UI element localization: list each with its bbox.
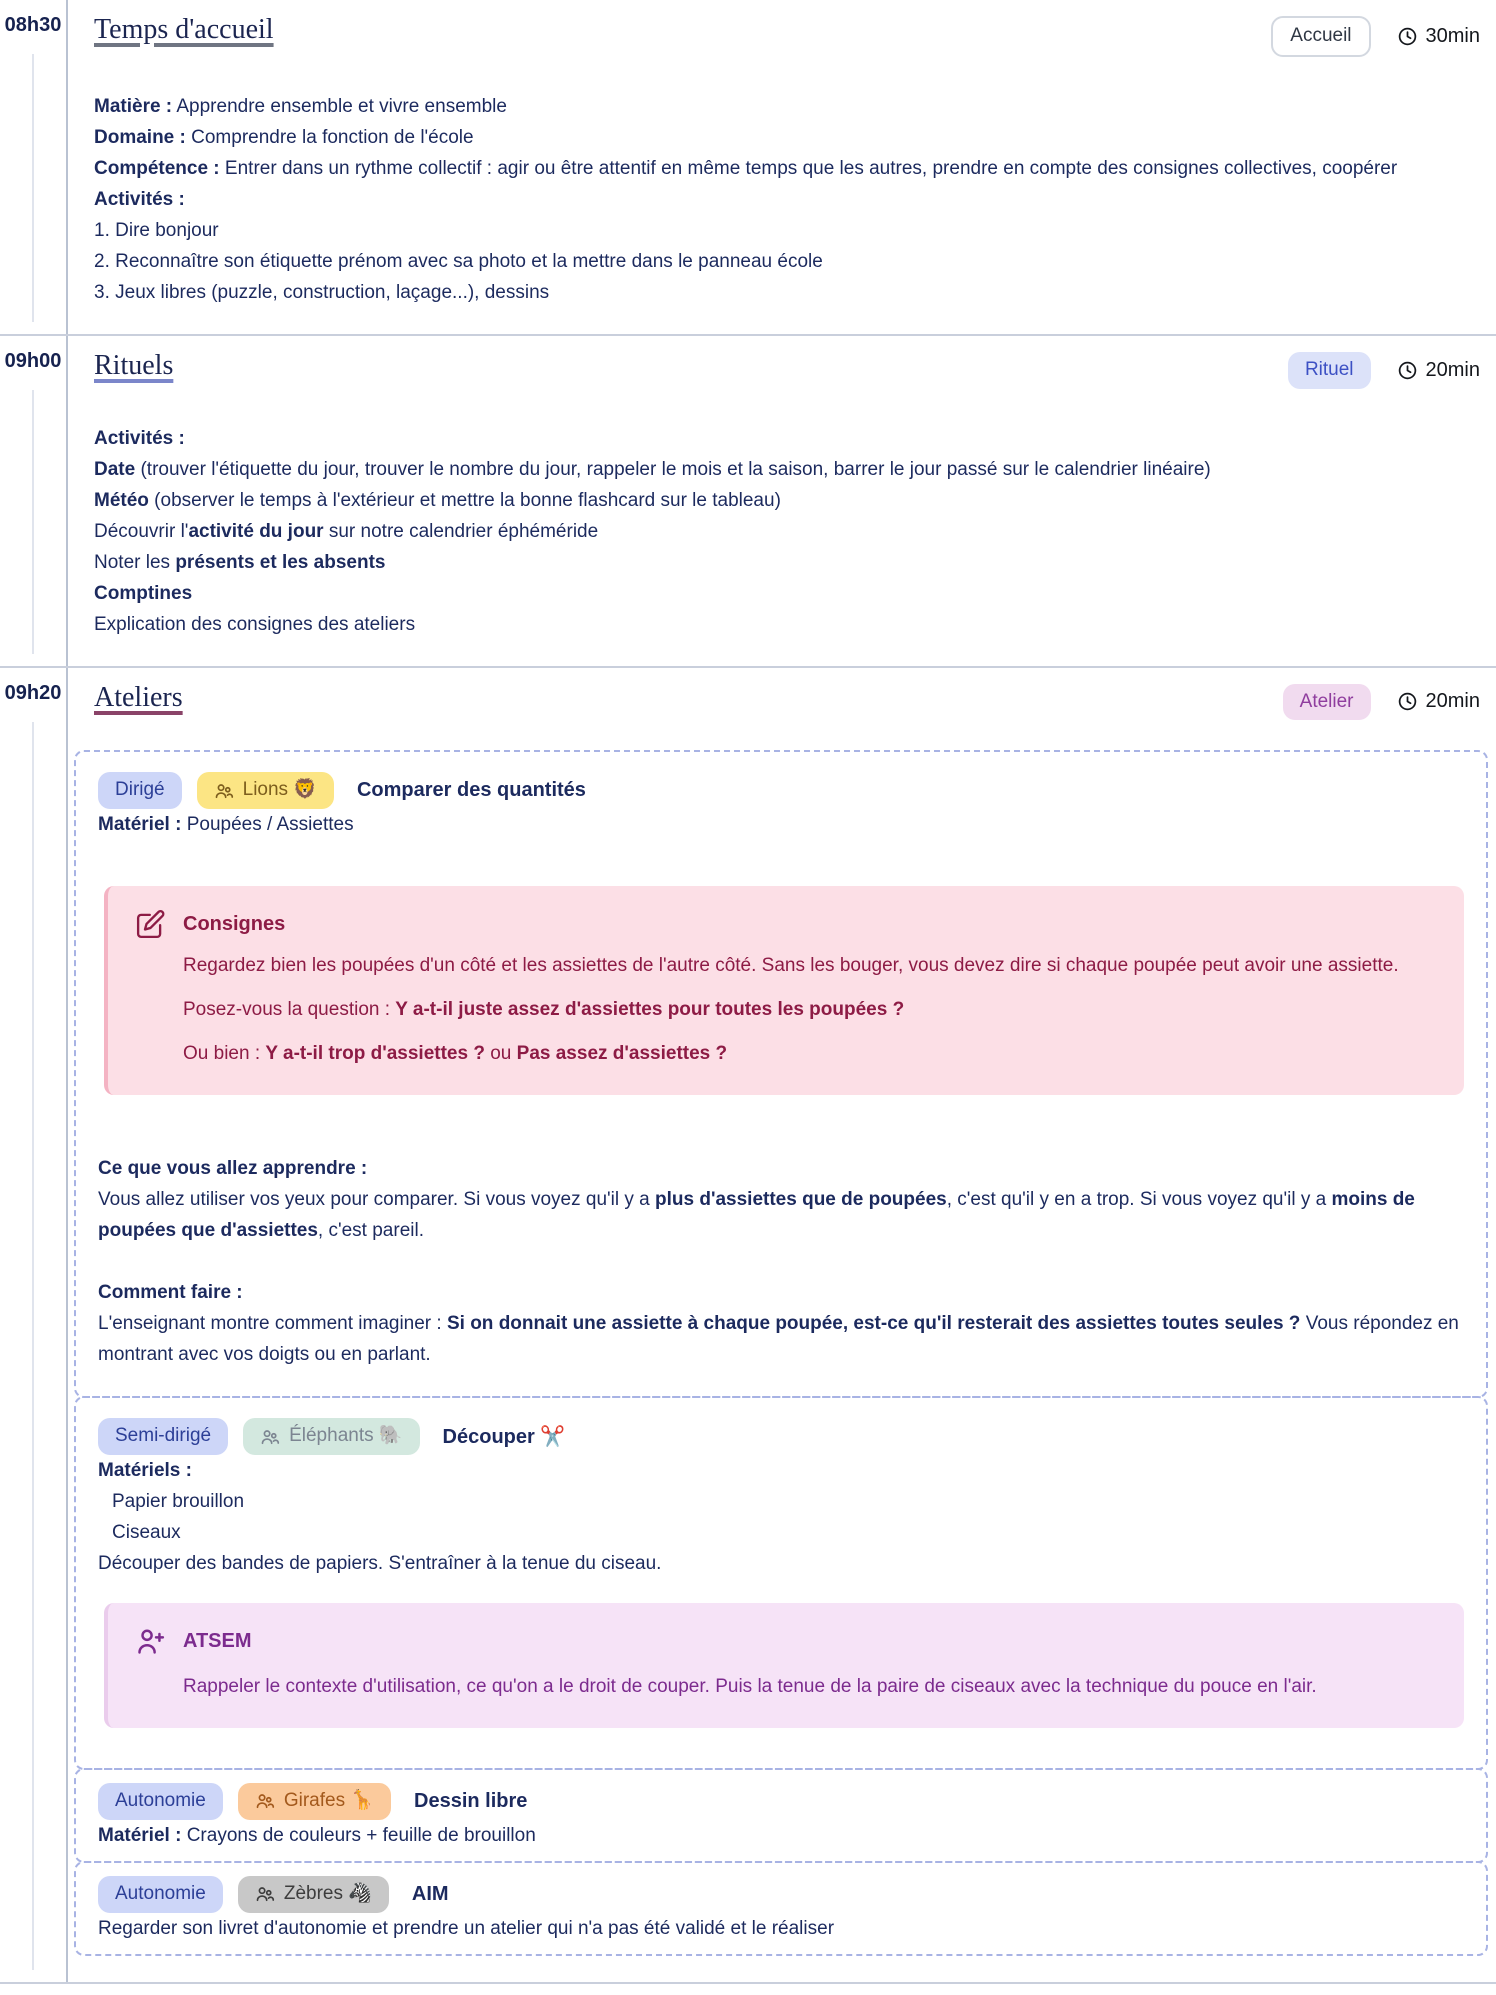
consignes-paragraph: Regardez bien les poupées d'un côté et les assiettes de l'autre côté. Sans les bouger, vous devez dire si chaque poupée peut avoir une assiette. <box>183 955 1399 977</box>
body-line: Météo (observer le temps à l'extérieur et mettre la bonne flashcard sur le tableau) <box>94 489 781 511</box>
users-icon <box>255 1791 275 1811</box>
group-badge-girafes[interactable] <box>238 1783 391 1820</box>
body-line: Date (trouver l'étiquette du jour, trouver le nombre du jour, rappeler le mois et la saison, barrer le jour passé sur le calendrier linéaire) <box>94 458 1211 480</box>
atelier-title: AIM <box>411 1882 449 1905</box>
body-line: 2. Reconnaître son étiquette prénom avec sa photo et la mettre dans le panneau école <box>94 250 823 272</box>
time-column <box>0 0 66 334</box>
atelier-description: Regarder son livret d'autonomie et prendre un atelier qui n'a pas été validé et le réaliser <box>98 1917 835 1939</box>
section-header-right <box>1288 348 1480 389</box>
consignes-header <box>134 908 1438 941</box>
atelier-card-autonomie-girafes <box>74 1768 1488 1863</box>
materiels-label: Matériels : <box>98 1459 192 1481</box>
section-header-right <box>1283 680 1480 721</box>
timeline-section-accueil <box>0 0 1496 336</box>
atelier-card-dirige-lions <box>74 750 1488 1398</box>
group-badge-label: Lions 🦁 <box>242 779 317 801</box>
users-icon <box>255 1884 275 1904</box>
atelier-title: Découper ✂️ <box>442 1426 566 1449</box>
time-column <box>0 668 66 1982</box>
atelier-type-badge[interactable]: Dirigé <box>98 772 182 809</box>
body-line: Matière : Apprendre ensemble et vivre ensemble <box>94 95 507 117</box>
section-content <box>66 668 1496 1982</box>
group-badge-lions[interactable] <box>197 772 334 809</box>
consignes-callout <box>104 886 1464 1095</box>
atsem-paragraph: Rappeler le contexte d'utilisation, ce qu'on a le droit de couper. Puis la tenue de la paire de ciseaux avec la technique du pouce en l'air. <box>183 1675 1317 1697</box>
atelier-badges <box>98 1876 1464 1913</box>
pencil-square-icon <box>134 908 167 941</box>
atelier-type-badge[interactable]: Autonomie <box>98 1876 223 1913</box>
section-title-link[interactable]: Temps d'accueil <box>94 14 274 45</box>
materiel-list <box>98 1486 1464 1548</box>
atsem-callout <box>104 1603 1464 1728</box>
duration <box>1397 690 1480 713</box>
category-badge[interactable]: Atelier <box>1283 684 1371 721</box>
category-badge[interactable]: Accueil <box>1271 16 1370 57</box>
atelier-card-autonomie-zebres <box>74 1861 1488 1956</box>
time-tick <box>32 390 34 654</box>
body-line: Comptines <box>94 582 193 604</box>
clock-icon <box>1397 360 1418 381</box>
section-content <box>66 336 1496 666</box>
user-plus-icon <box>134 1625 167 1658</box>
atelier-badges <box>98 1418 1464 1455</box>
users-icon <box>214 781 234 801</box>
group-badge-elephants[interactable] <box>243 1418 419 1455</box>
users-icon <box>260 1427 280 1447</box>
section-header <box>94 12 1480 57</box>
body-line: 3. Jeux libres (puzzle, construction, laçage...), dessins <box>94 281 550 303</box>
materiel-line: Matériel : Poupées / Assiettes <box>98 814 354 836</box>
atsem-title: ATSEM <box>183 1629 252 1652</box>
time-column <box>0 336 66 666</box>
atelier-type-badge[interactable]: Semi-dirigé <box>98 1418 228 1455</box>
atelier-card-semi-dirige-elephants <box>74 1396 1488 1770</box>
body-line: Compétence : Entrer dans un rythme collectif : agir ou être attentif en même temps que les autres, prendre en compte des consignes collectives, coopérer <box>94 157 1398 179</box>
consignes-body <box>183 950 1438 1069</box>
how-heading: Comment faire : <box>98 1282 243 1304</box>
section-body <box>94 423 1480 640</box>
duration-label: 20min <box>1425 358 1480 381</box>
atsem-header <box>134 1625 1438 1658</box>
time-tick <box>32 54 34 322</box>
duration <box>1397 25 1480 48</box>
timeline-section-rituels <box>0 336 1496 668</box>
duration-label: 20min <box>1425 690 1480 713</box>
atsem-body <box>183 1671 1438 1702</box>
section-header <box>94 680 1480 721</box>
group-badge-label: Éléphants 🐘 <box>289 1425 403 1447</box>
category-badge[interactable]: Rituel <box>1288 352 1371 389</box>
consignes-paragraph: Ou bien : Y a-t-il trop d'assiettes ? ou Pas assez d'assiettes ? <box>183 1043 728 1065</box>
atelier-type-badge[interactable]: Autonomie <box>98 1783 223 1820</box>
group-badge-label: Zèbres 🦓 <box>283 1882 372 1904</box>
atelier-title: Dessin libre <box>414 1789 528 1812</box>
consignes-paragraph: Posez-vous la question : Y a-t-il juste assez d'assiettes pour toutes les poupées ? <box>183 999 905 1021</box>
atelier-title: Comparer des quantités <box>356 779 586 802</box>
body-line: 1. Dire bonjour <box>94 219 219 241</box>
section-header <box>94 348 1480 389</box>
clock-icon <box>1397 26 1418 47</box>
body-line: Explication des consignes des ateliers <box>94 613 416 635</box>
time-label: 09h00 <box>4 349 62 372</box>
clock-icon <box>1397 691 1418 712</box>
body-line: Domaine : Comprendre la fonction de l'école <box>94 126 474 148</box>
body-line: Activités : <box>94 427 185 449</box>
consignes-title: Consignes <box>183 913 286 936</box>
section-header-right <box>1271 12 1480 57</box>
materiel-item: Papier brouillon <box>112 1490 245 1512</box>
timeline-section-ateliers <box>0 668 1496 1984</box>
materiel-line: Matériel : Crayons de couleurs + feuille de brouillon <box>98 1824 536 1846</box>
body-line: Noter les présents et les absents <box>94 551 386 573</box>
group-badge-zebres[interactable] <box>238 1876 389 1913</box>
section-body <box>94 91 1480 308</box>
section-content <box>66 0 1496 334</box>
duration-label: 30min <box>1425 24 1480 47</box>
atelier-badges <box>98 1783 1464 1820</box>
section-title-link[interactable]: Rituels <box>94 349 174 381</box>
group-badge-label: Girafes 🦒 <box>283 1789 375 1811</box>
how-block <box>98 1277 1464 1370</box>
learn-block <box>98 1153 1464 1246</box>
time-tick <box>32 722 34 1970</box>
duration <box>1397 359 1480 382</box>
atelier-badges <box>98 772 1464 809</box>
time-label: 08h30 <box>4 14 62 36</box>
section-title-link[interactable]: Ateliers <box>94 681 183 713</box>
learn-heading: Ce que vous allez apprendre : <box>98 1158 368 1180</box>
learn-body: Vous allez utiliser vos yeux pour comparer. Si vous voyez qu'il y a plus d'assiettes que de poupées, c'est qu'il y en a trop. Si vous voyez qu'il y a moins de poupées que d'assiettes, c'est pareil. <box>98 1189 1415 1242</box>
body-line: Découvrir l'activité du jour sur notre calendrier éphéméride <box>94 520 599 542</box>
atelier-description: Découper des bandes de papiers. S'entraîner à la tenue du ciseau. <box>98 1552 662 1574</box>
body-line: Activités : <box>94 188 185 210</box>
materiel-item: Ciseaux <box>112 1521 181 1543</box>
time-label: 09h20 <box>4 681 62 704</box>
how-body: L'enseignant montre comment imaginer : Si on donnait une assiette à chaque poupée, est-ce qu'il resterait des assiettes toutes seules ? Vous répondez en montrant avec vos doigts ou en parlant. <box>98 1313 1459 1366</box>
